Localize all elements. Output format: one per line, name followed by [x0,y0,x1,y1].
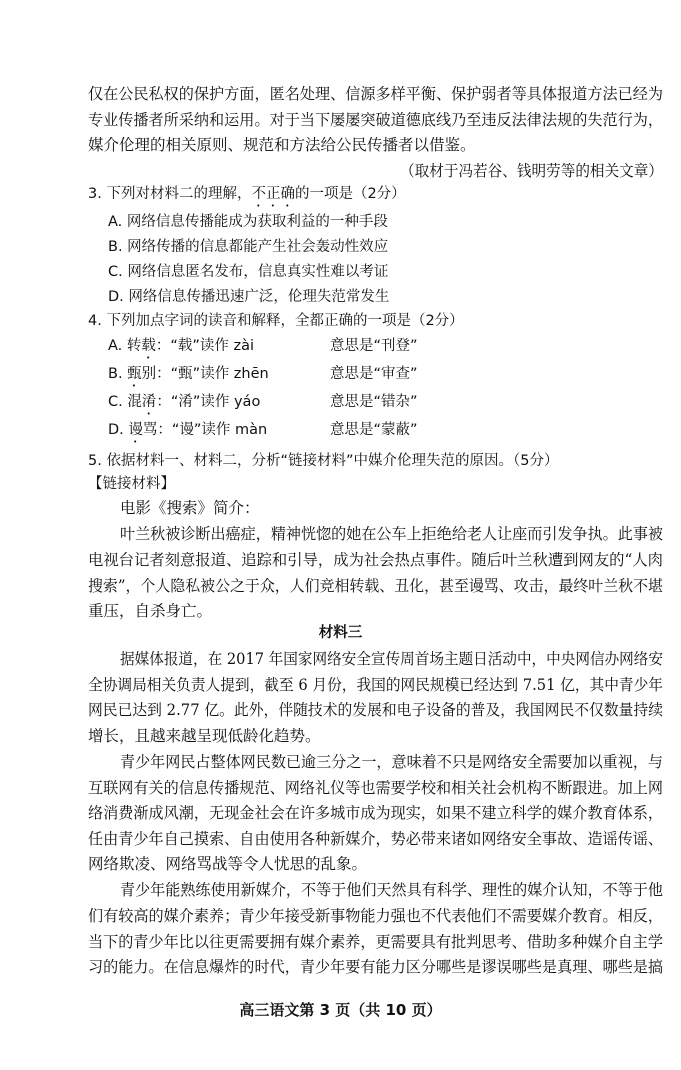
word-char-dotted: 淆 [141,394,157,410]
link-material-line-4: 重压，自杀身亡。 [88,602,213,620]
material3-p2-line-1: 青少年网民占整体网民数已逾三分之一，意味着不只是网络安全需要加以重视，与 [120,753,664,771]
material3-p2-line-3: 络消费渐成风潮，无现金社会在许多城市成为现实，如果不建立科学的媒介教育体系， [88,804,663,822]
material3-p2-line-4: 任由青少年自己摸索、自由使用各种新媒介，势必带来诸如网络安全事故、造谣传谣、 [88,830,663,848]
question-4-option-c [108,392,260,418]
material3-p2-line-2: 互联网有关的信息传播规范、网络礼仪等也需要学校和相关社会机构不断跟进。加上网 [88,779,663,797]
option-word [127,394,156,410]
material3-p3-line-2: 们有较高的媒介素养；青少年接受新事物能力强也不代表他们不需要媒介教育。相反， [88,907,663,925]
material3-p1-line-1: 据媒体报道，在 2017 年国家网络安全宣传周首场主题日活动中，中央网信办网络安 [120,650,664,668]
option-label: C. [108,394,123,410]
question-3-stem-post: 的一项是（2分） [294,186,406,202]
word-char: 别 [141,366,157,382]
question-3-option-c: C. 网络信息匿名发布，信息真实性难以考证 [108,264,389,280]
question-3-option-d: D. 网络信息传播迅速广泛，伦理失范常发生 [108,289,390,305]
material2-line-1: 仅在公民私权的保护方面，匿名处理、信源多样平衡、保护弱者等具体报道方法已经为 [88,85,663,103]
word-char: 转 [126,338,142,354]
material2-line-3: 媒介伦理的相关原则、规范和方法给公民传播者以借鉴。 [88,136,476,154]
option-word [127,366,156,382]
option-word [128,422,157,438]
option-reading: ：“载”读作 zài [155,338,255,354]
word-char: 骂 [142,422,158,438]
option-label: B. [108,366,123,382]
option-reading: ：“甄”读作 zhēn [156,366,269,382]
movie-title: 电影《搜索》简介： [120,499,260,517]
question-3-stem [88,184,406,210]
word-char-dotted: 谩 [128,422,143,438]
material2-source: （取材于冯若谷、钱明劳等的相关文章） [400,162,664,180]
material3-p3-line-4: 习的能力。在信息爆炸的时代，青少年要有能力区分哪些是谬误哪些是真理、哪些是搞 [88,958,663,976]
material3-p2-line-5: 网络欺凌、网络骂战等令人忧思的乱象。 [88,855,368,873]
material3-p1-line-2: 全协调局相关负责人提到，截至 6 月份，我国的网民规模已经达到 7.51 亿，其中青少年 [88,676,663,694]
page-footer: 高三语文第 3 页（共 10 页） [239,1001,442,1019]
question-4-option-d-meaning: 意思是“蒙蔽” [330,422,418,438]
material3-p1-line-3: 网民已达到 2.77 亿。此外，伴随技术的发展和电子设备的普及，我国网民不仅数量持续 [88,701,664,719]
question-4-option-a-meaning: 意思是“刊登” [330,338,418,354]
question-3-stem-emphasis: 不正确 [251,186,295,202]
option-reading: ：“淆”读作 yáo [156,394,261,410]
link-material-line-1: 叶兰秋被诊断出癌症，精神恍惚的她在公车上拒绝给老人让座而引发争执。此事被 [120,525,664,543]
question-3-stem-pre: 3. 下列对材料二的理解， [88,186,252,202]
option-reading: ：“谩”读作 màn [157,422,268,438]
option-word [127,338,156,354]
question-4-option-b [108,364,269,390]
material3-title: 材料三 [318,625,363,641]
link-material-line-2: 电视台记者刻意报道、追踪和引导，成为社会热点事件。随后叶兰秋遭到网友的“人肉 [88,551,663,569]
question-4-option-a [108,336,254,362]
option-label: A. [108,338,123,354]
material3-p1-line-4: 增长，且越来越呈现低龄化趋势。 [88,727,321,745]
option-label: D. [108,422,124,438]
word-char-dotted: 甄 [127,366,142,382]
question-4-option-c-meaning: 意思是“错杂” [330,394,418,410]
question-4-stem: 4. 下列加点字词的读音和解释，全都正确的一项是（2分） [88,313,464,329]
material3-p3-line-3: 当下的青少年比以往更需要拥有媒介素养，更需要具有批判思考、借助多种媒介自主学 [88,933,663,951]
word-char-dotted: 载 [141,338,156,354]
question-3-option-a: A. 网络信息传播能成为获取利益的一种手段 [108,214,388,230]
question-4-option-d [108,420,267,446]
question-4-option-b-meaning: 意思是“审查” [330,366,418,382]
material3-p3-line-1: 青少年能熟练使用新媒介，不等于他们天然具有科学、理性的媒介认知，不等于他 [120,881,664,899]
question-5-stem: 5. 依据材料一、材料二，分析“链接材料”中媒介伦理失范的原因。（5分） [88,453,559,469]
word-char: 混 [127,394,142,410]
link-material-label: 【链接材料】 [88,476,175,492]
material2-line-2: 专业传播者所采纳和运用。对于当下屡屡突破道德底线乃至违反法律法规的失范行为， [88,111,663,129]
link-material-line-3: 搜索”，个人隐私被公之于众，人们竞相转载、丑化，甚至谩骂、攻击，最终叶兰秋不堪 [88,577,663,595]
question-3-option-b: B. 网络传播的信息都能产生社会轰动性效应 [108,239,389,255]
